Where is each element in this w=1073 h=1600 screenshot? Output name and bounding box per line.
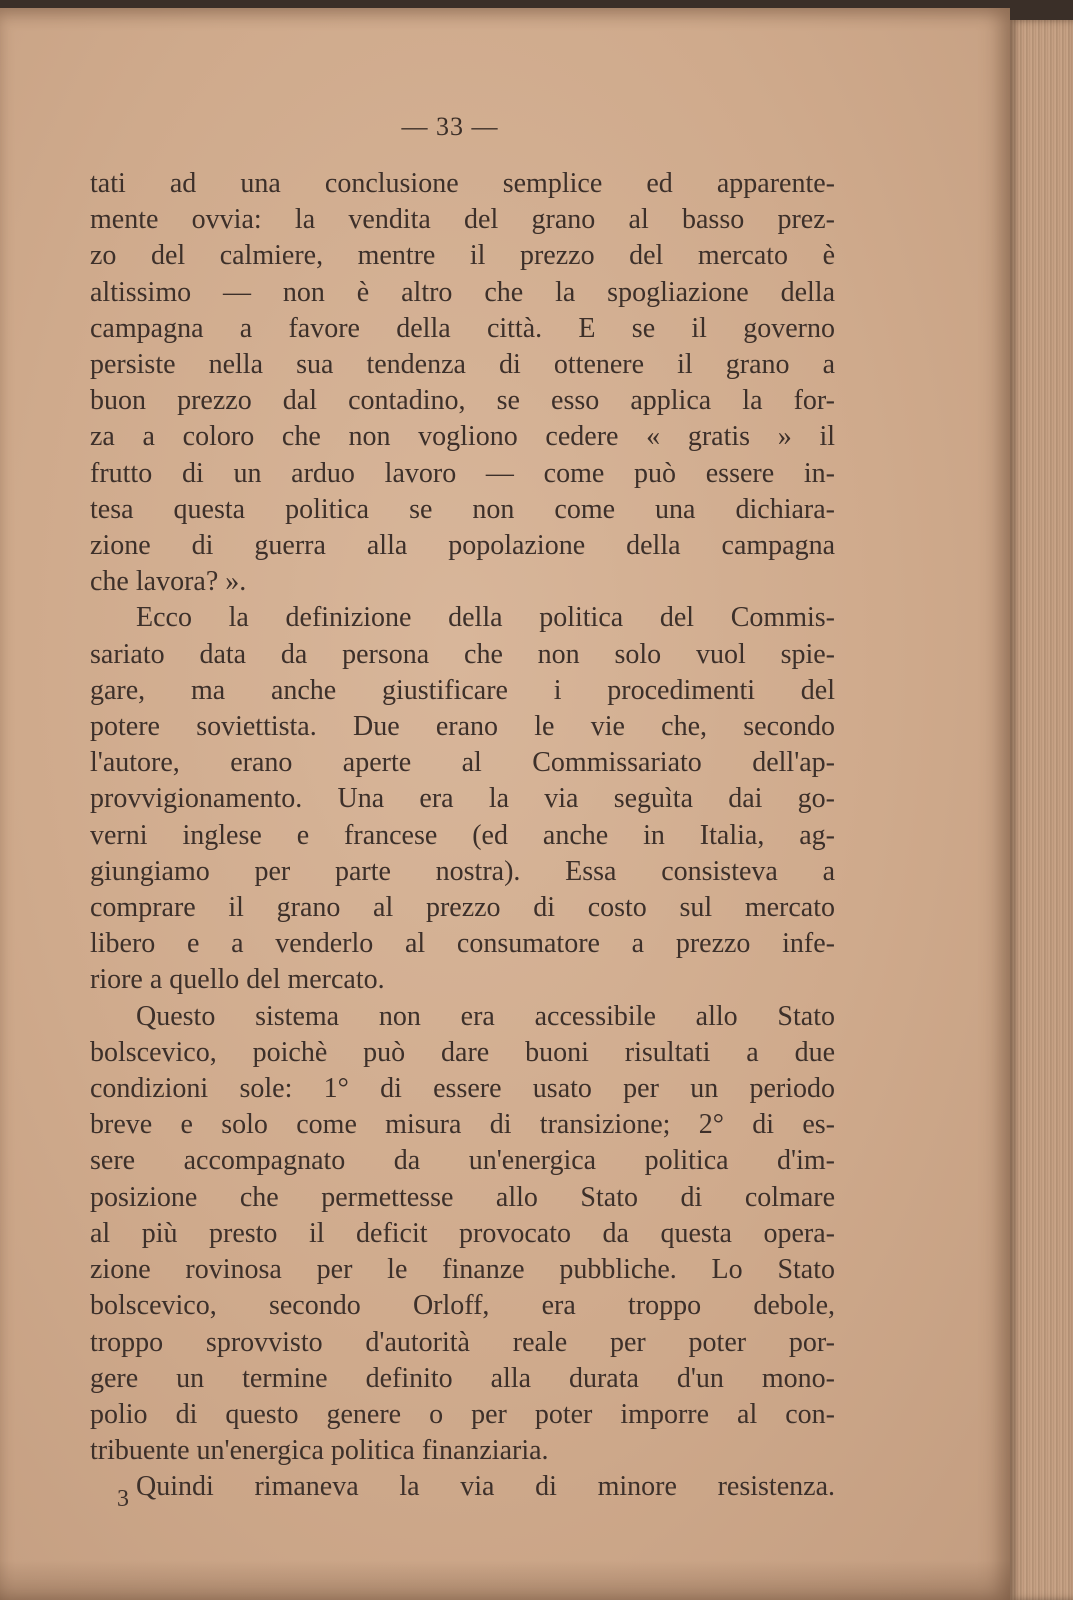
text-line: comprare il grano al prezzo di costo sul mercato <box>90 892 835 924</box>
text-line: sariato data da persona che non solo vuol spie- <box>90 638 835 670</box>
text-line: tati ad una conclusione semplice ed apparente- <box>90 168 835 199</box>
text-line: bolscevico, poichè può dare buoni risultati a due <box>90 1036 835 1068</box>
text-line: libero e a venderlo al consumatore a prezzo infe- <box>90 928 835 960</box>
text-line: giungiamo per parte nostra). Essa consisteva a <box>90 855 835 887</box>
text-line: gere un termine definito alla durata d'un mono- <box>90 1362 835 1394</box>
text-line: l'autore, erano aperte al Commissariato dell'ap- <box>90 747 835 779</box>
text-line: riore a quello del mercato. <box>90 964 385 996</box>
book-page <box>0 8 1010 1600</box>
text-line: Ecco la definizione della politica del Commis- <box>136 602 835 634</box>
text-line: buon prezzo dal contadino, se esso applica la for- <box>90 385 835 417</box>
text-line: provvigionamento. Una era la via seguìta dai go- <box>90 783 835 815</box>
text-line: che lavora? ». <box>90 566 247 598</box>
signature-mark: 3 <box>117 1486 129 1512</box>
text-line: altissimo — non è altro che la spogliazione della <box>90 276 835 308</box>
text-line: Quindi rimaneva la via di minore resistenza. <box>136 1471 835 1503</box>
text-line: zo del calmiere, mentre il prezzo del mercato è <box>90 240 835 272</box>
text-line: persiste nella sua tendenza di ottenere il grano a <box>90 349 835 381</box>
text-line: za a coloro che non vogliono cedere « gratis » il <box>90 421 835 453</box>
text-line: troppo sprovvisto d'autorità reale per poter por- <box>90 1326 835 1358</box>
page-edges <box>1010 20 1073 1600</box>
text-line: bolscevico, secondo Orloff, era troppo debole, <box>90 1290 835 1322</box>
text-line: potere soviettista. Due erano le vie che, secondo <box>90 711 835 743</box>
text-line: posizione che permettesse allo Stato di colmare <box>90 1181 835 1213</box>
text-line: verni inglese e francese (ed anche in Italia, ag- <box>90 819 835 851</box>
text-line: Questo sistema non era accessibile allo Stato <box>136 1000 835 1032</box>
text-line: zione rovinosa per le finanze pubbliche. Lo Stato <box>90 1254 835 1286</box>
page-number: — 33 — <box>401 112 499 141</box>
text-line: campagna a favore della città. E se il governo <box>90 312 835 344</box>
text-line: condizioni sole: 1° di essere usato per un periodo <box>90 1073 835 1105</box>
text-line: sere accompagnato da un'energica politica d'im- <box>90 1145 835 1177</box>
text-line: polio di questo genere o per poter imporre al con- <box>90 1398 835 1430</box>
text-line: zione di guerra alla popolazione della campagna <box>90 530 835 562</box>
text-line: frutto di un arduo lavoro — come può essere in- <box>90 457 835 489</box>
page-shadow <box>0 1560 1010 1600</box>
body-text <box>90 166 835 1506</box>
text-line: mente ovvia: la vendita del grano al basso prez- <box>90 204 835 236</box>
text-line: gare, ma anche giustificare i procedimenti del <box>90 674 835 706</box>
text-line: breve e solo come misura di transizione; 2° di es- <box>90 1109 835 1141</box>
text-line: tesa questa politica se non come una dichiara- <box>90 493 835 525</box>
text-line: al più presto il deficit provocato da questa opera- <box>90 1217 835 1249</box>
text-line: tribuente un'energica politica finanziaria. <box>90 1435 549 1467</box>
